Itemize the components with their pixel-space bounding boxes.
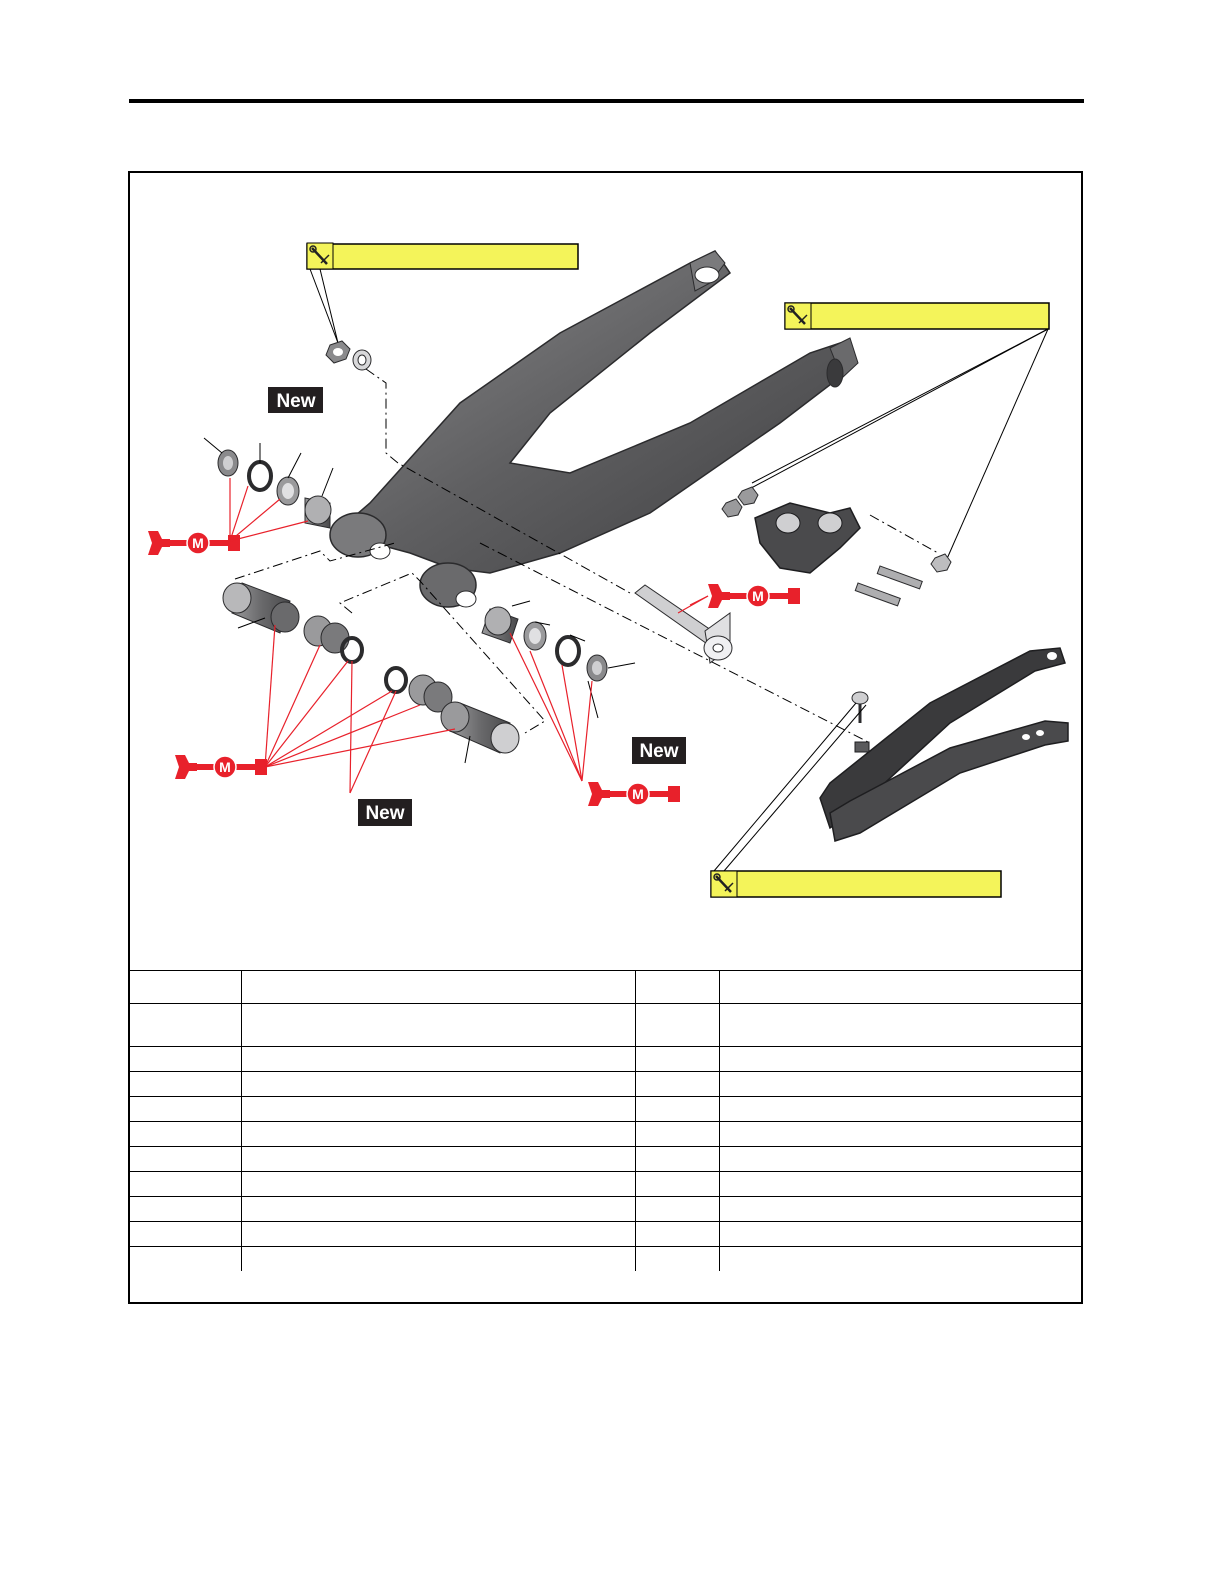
lube-symbol-right [588,782,680,806]
chain-support-bolt [855,554,951,606]
lube-symbol-shaft [708,584,800,608]
oil-seal-center [386,668,406,692]
table-row [130,1197,1081,1222]
table-row [130,971,1081,1004]
table-cell [130,1247,241,1272]
table-cell [719,1197,1081,1222]
collar-left [223,583,299,633]
new-badge-right [632,737,686,764]
torque-wrench-icon [711,871,737,897]
table-row [130,1097,1081,1122]
table-cell [719,1247,1081,1272]
table-cell [241,971,635,1004]
lube-symbol-left [148,531,240,555]
header-rule [129,99,1084,103]
table-cell [635,1004,719,1047]
table-cell [719,1072,1081,1097]
table-cell [635,1197,719,1222]
torque-wrench-icon [307,243,333,269]
exploded-view-frame [128,171,1083,1304]
lube-symbol-lower [175,755,267,779]
table-cell [130,1004,241,1047]
swingarm-exploded-diagram: M New New New [130,173,1081,970]
table-row [130,1147,1081,1172]
table-cell [719,1004,1081,1047]
table-cell [130,1047,241,1072]
table-row [130,1004,1081,1047]
table-cell [635,1172,719,1197]
new-badge-lower [358,799,412,826]
left-seal-stack [218,450,331,528]
table-cell [130,1072,241,1097]
table-cell [635,1147,719,1172]
table-cell [241,1222,635,1247]
table-cell [635,1222,719,1247]
torque-callout-top [307,243,578,343]
leader-lines-right [512,601,635,718]
table-cell [635,1247,719,1272]
table-cell [635,971,719,1004]
chain-slider [820,648,1068,841]
table-cell [241,1147,635,1172]
pivot-washer [353,350,371,370]
table-cell [241,1097,635,1122]
table-cell [719,1097,1081,1122]
oil-seal-left [342,638,362,662]
table-cell [241,1047,635,1072]
right-seal-stack [482,607,607,681]
table-row [130,1172,1081,1197]
table-cell [241,1004,635,1047]
table-cell [719,1172,1081,1197]
table-cell [635,1097,719,1122]
table-cell [241,1072,635,1097]
svg-text:New: New [639,741,679,762]
torque-wrench-icon [785,303,811,329]
collar-right [441,702,519,753]
svg-text:New: New [276,391,316,412]
table-row [130,1222,1081,1247]
table-cell [130,1122,241,1147]
table-cell [719,1147,1081,1172]
table-row [130,1072,1081,1097]
table-cell [719,971,1081,1004]
pivot-nut [326,341,350,363]
table-row [130,1047,1081,1072]
table-cell [241,1172,635,1197]
table-cell [635,1122,719,1147]
table-cell [719,1047,1081,1072]
parts-table [130,970,1081,1271]
table-cell [635,1047,719,1072]
table-cell [130,1222,241,1247]
table-cell [241,1197,635,1222]
table-cell [130,1172,241,1197]
table-cell [130,1097,241,1122]
new-badge-left [268,387,323,413]
table-cell [130,971,241,1004]
table-cell [130,1147,241,1172]
table-cell [635,1072,719,1097]
table-cell [719,1222,1081,1247]
table-cell [130,1197,241,1222]
table-cell [241,1122,635,1147]
table-row [130,1247,1081,1272]
table-cell [719,1122,1081,1147]
table-row [130,1122,1081,1147]
svg-text:New: New [365,803,405,824]
table-cell [241,1247,635,1272]
parts-table-body [130,971,1081,1272]
